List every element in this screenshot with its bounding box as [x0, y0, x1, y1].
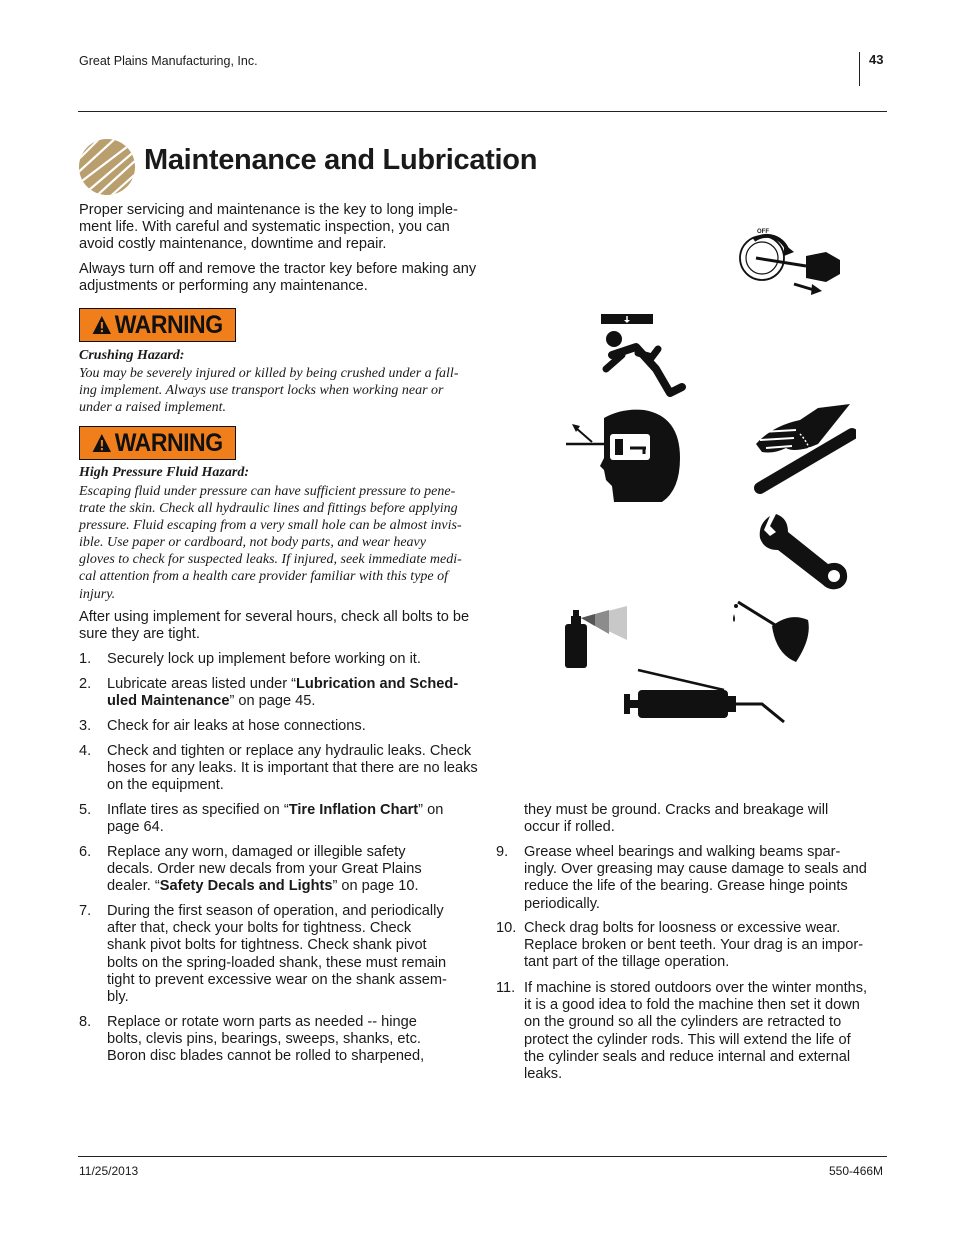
- list-number: 9.: [496, 844, 509, 860]
- text-line: on the equipment.: [107, 777, 224, 794]
- text-line: Replace any worn, damaged or illegible safety: [107, 844, 406, 860]
- hazard-title: High Pressure Fluid Hazard:: [79, 465, 249, 480]
- page-number: 43: [869, 52, 884, 67]
- text-line: the cylinder seals and reduce internal and external: [524, 1048, 851, 1065]
- list-item: [496, 980, 891, 1086]
- list-item: [496, 920, 891, 974]
- header-rule: [78, 111, 887, 112]
- text-line: You may be severely injured or killed by being crushed under a fall-: [79, 366, 459, 381]
- text-run: ” on: [418, 802, 444, 818]
- text-line: they must be ground. Cracks and breakage will: [524, 802, 829, 818]
- text-line: Grease wheel bearings and walking beams spar-: [524, 844, 841, 860]
- list-text: [107, 844, 477, 896]
- list-number: 7.: [79, 903, 92, 919]
- text-line: page 64.: [107, 819, 164, 836]
- falling-person-icon: [598, 313, 686, 397]
- hazard-title: Crushing Hazard:: [79, 348, 185, 363]
- text-line: leaks.: [524, 1066, 563, 1083]
- text-line: cal attention from a health care provider familiar with this type of: [79, 569, 449, 585]
- text-line: Boron disc blades cannot be rolled to sharpened,: [107, 1048, 425, 1065]
- text-line: tant part of the tillage operation.: [524, 954, 730, 971]
- text-line: During the first season of operation, and periodically: [107, 903, 444, 919]
- list-item: [79, 1014, 479, 1068]
- text-line: injury.: [79, 586, 116, 602]
- list-item: [79, 718, 509, 736]
- list-number: 6.: [79, 844, 92, 860]
- text-line: If machine is stored outdoors over the winter months,: [524, 980, 868, 996]
- xref-text: uled Maintenance: [107, 693, 230, 710]
- text-line: bolts, clevis pins, bearings, sweeps, shanks, etc.: [107, 1031, 421, 1048]
- text-line: it is a good idea to fold the machine then set it down: [524, 997, 860, 1014]
- list-item: [79, 651, 509, 669]
- list-item-continuation: [524, 802, 894, 836]
- warning-text: WARNING: [115, 310, 223, 339]
- page-title: Maintenance and Lubrication: [144, 144, 538, 176]
- header-company: Great Plains Manufacturing, Inc.: [79, 54, 258, 68]
- text-line: Check drag bolts for loosness or excessive wear.: [524, 920, 841, 936]
- text-run: dealer. “: [107, 878, 160, 895]
- text-line: tight to prevent excessive wear on the shank assem-: [107, 971, 447, 988]
- safety-glasses-head-icon: [562, 408, 684, 504]
- text-line: decals. Order new decals from your Great Plains: [107, 861, 422, 878]
- list-text: [107, 743, 507, 795]
- warning-text: WARNING: [115, 428, 223, 457]
- list-text: [524, 844, 889, 913]
- list-number: 1.: [79, 651, 92, 667]
- list-text: [524, 980, 889, 1083]
- text-line: gloves to check for suspected leaks. If injured, seek immediate medi-: [79, 552, 462, 568]
- header-divider: [859, 52, 860, 86]
- alert-triangle-icon: [92, 315, 112, 335]
- text-line: protect the cylinder rods. This will extend the life of: [524, 1031, 851, 1048]
- list-number: 11.: [496, 980, 516, 996]
- text-line: Escaping fluid under pressure can have sufficient pressure to pene-: [79, 484, 456, 499]
- list-text: [524, 920, 889, 972]
- list-item: [79, 844, 479, 898]
- hand-fluid-leak-icon: [752, 404, 856, 494]
- list-text: [107, 802, 477, 836]
- list-number: 5.: [79, 802, 92, 818]
- text-line: on the ground so all the cylinders are retracted to: [524, 1014, 842, 1031]
- text-line: Replace or rotate worn parts as needed -- hinge: [107, 1014, 417, 1030]
- list-number: 10.: [496, 920, 517, 936]
- great-plains-sunburst-logo-icon: [78, 138, 136, 196]
- text-line: bolts on the spring-loaded shank, these must remain: [107, 954, 447, 971]
- text-run: ” on page 10.: [332, 878, 419, 895]
- xref-text: Lubrication and Sched-: [296, 676, 459, 692]
- text-line: bly.: [107, 989, 129, 1006]
- xref-text: Tire Inflation Chart: [288, 802, 419, 818]
- footer-rule: [78, 1156, 887, 1157]
- spray-can-icon: [563, 604, 629, 668]
- text-line: ingly. Over greasing may cause damage to seals and: [524, 861, 867, 878]
- text-line: shank pivot bolts for tightness. Check shank pivot: [107, 937, 427, 954]
- xref-text: Safety Decals and Lights: [159, 878, 333, 895]
- text-line: hoses for any leaks. It is important that there are no leaks: [107, 760, 478, 777]
- list-item: [79, 676, 509, 712]
- list-item: [79, 903, 479, 1009]
- list-item: [496, 844, 891, 916]
- text-line: periodically.: [524, 895, 600, 912]
- text-line: Check and tighten or replace any hydraulic leaks. Check: [107, 743, 472, 759]
- text-line: after that, check your bolts for tightness. Check: [107, 920, 412, 937]
- list-item: [79, 802, 479, 838]
- wrench-icon: [756, 512, 852, 592]
- list-item: [79, 743, 509, 797]
- oil-can-icon: [730, 598, 812, 666]
- text-line: ing implement. Always use transport locks when working near or: [79, 383, 444, 399]
- text-line: Proper servicing and maintenance is the key to long imple-: [79, 202, 458, 218]
- list-number: 3.: [79, 718, 92, 734]
- list-text: [107, 903, 477, 1006]
- text-line: under a raised implement.: [79, 400, 226, 416]
- text-line: avoid costly maintenance, downtime and repair.: [79, 236, 387, 253]
- text-run: Inflate tires as specified on “: [107, 802, 289, 818]
- text-line: sure they are tight.: [79, 626, 200, 643]
- text-line: ment life. With careful and systematic inspection, you can: [79, 219, 450, 236]
- grease-gun-icon: [622, 666, 788, 724]
- intro-paragraph-1: [79, 202, 509, 254]
- list-number: 4.: [79, 743, 92, 759]
- warning-label: [79, 426, 236, 460]
- text-line: Always turn off and remove the tractor key before making any: [79, 261, 477, 277]
- list-text: [107, 676, 507, 710]
- hazard-text: [79, 365, 509, 416]
- list-text: Check for air leaks at hose connections.: [107, 718, 366, 734]
- text-line: ible. Use paper or cardboard, not body parts, and wear heavy: [79, 535, 426, 551]
- alert-triangle-icon: [92, 433, 112, 453]
- list-text: Securely lock up implement before working on it.: [107, 651, 421, 667]
- key-off-label: OFF: [757, 229, 769, 235]
- text-line: reduce the life of the bearing. Grease hinge points: [524, 878, 848, 895]
- text-line: occur if rolled.: [524, 819, 615, 836]
- warning-label: [79, 308, 236, 342]
- after-use-paragraph: [79, 609, 509, 643]
- footer-doc-number: 550-466M: [829, 1164, 884, 1178]
- text-line: pressure. Fluid escaping from a very small hole can be almost invis-: [79, 518, 462, 534]
- text-line: After using implement for several hours, check all bolts to be: [79, 609, 470, 625]
- text-run: ” on page 45.: [229, 693, 316, 710]
- list-text: [107, 1014, 477, 1066]
- ignition-key-icon: [736, 226, 848, 296]
- list-number: 2.: [79, 676, 92, 692]
- text-run: Lubricate areas listed under “: [107, 676, 297, 692]
- list-number: 8.: [79, 1014, 92, 1030]
- intro-paragraph-2: [79, 261, 509, 295]
- hazard-text: [79, 483, 509, 603]
- text-line: trate the skin. Check all hydraulic lines and fittings before applying: [79, 501, 458, 517]
- footer-date: 11/25/2013: [79, 1164, 139, 1178]
- text-line: adjustments or performing any maintenance.: [79, 278, 368, 295]
- text-line: Replace broken or bent teeth. Your drag is an impor-: [524, 937, 864, 954]
